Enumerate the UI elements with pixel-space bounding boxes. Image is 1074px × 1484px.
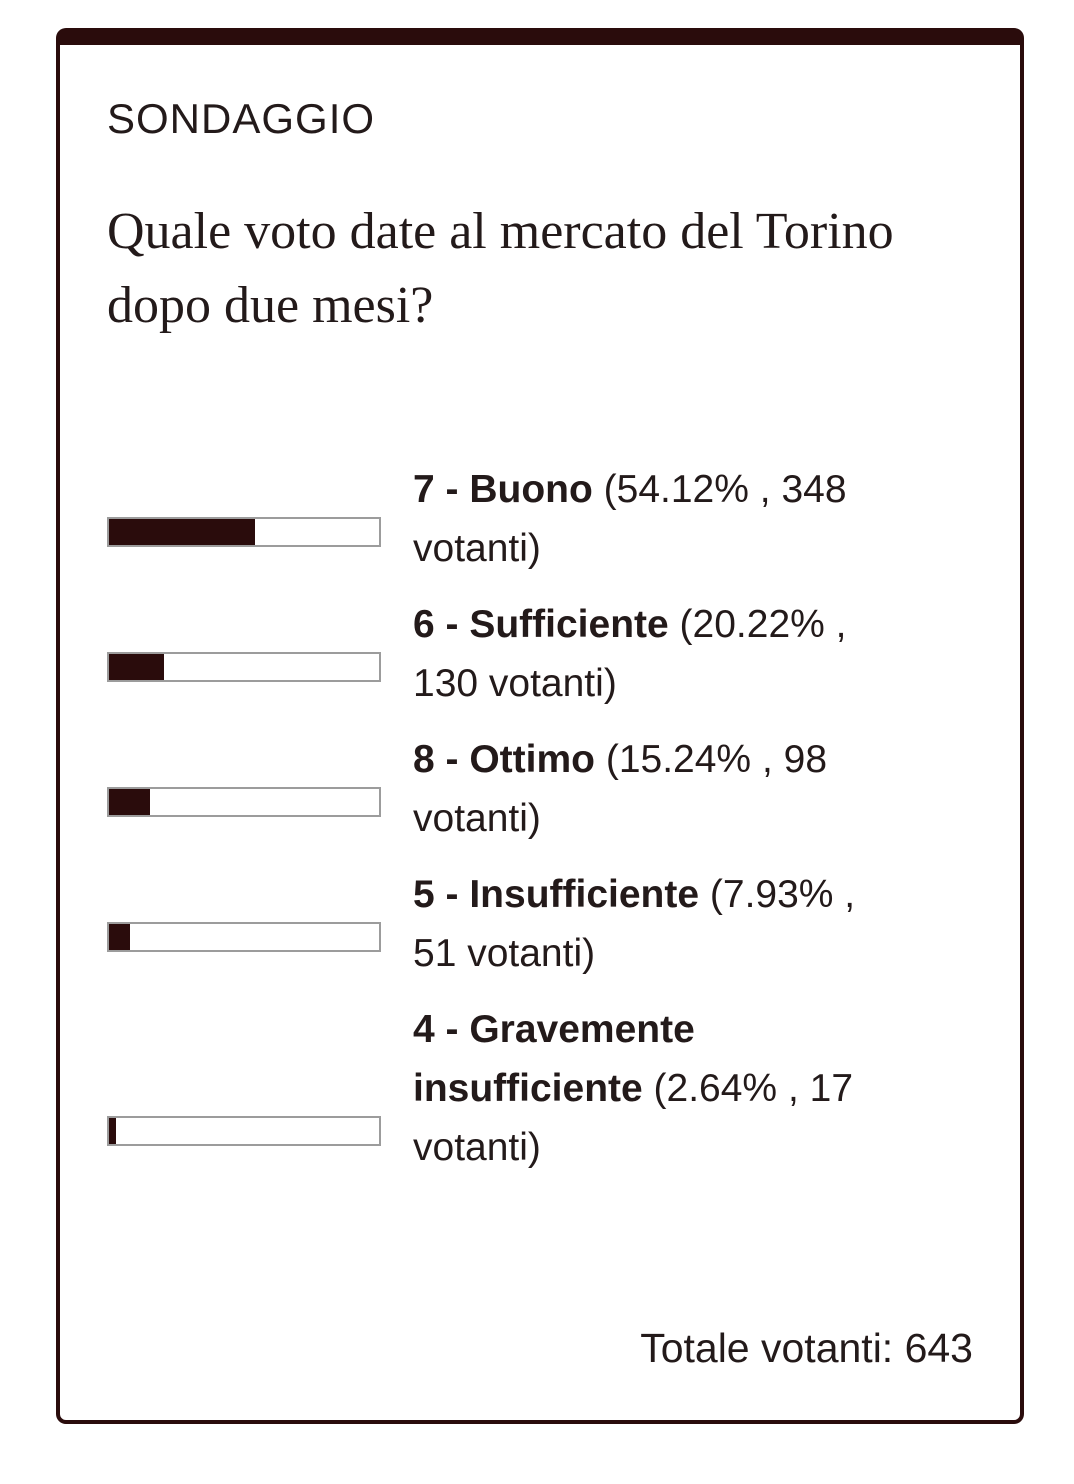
- option-votes: 17 votanti: [413, 1067, 854, 1169]
- result-bar-fill: [109, 789, 150, 815]
- poll-kicker: SONDAGGIO: [107, 95, 376, 142]
- option-name: 5 - Insufficiente: [413, 873, 700, 916]
- total-voters: Totale votanti: 643: [640, 1325, 973, 1371]
- option-label: 8 - Ottimo (15.24% , 98 votanti): [413, 738, 828, 840]
- option-label: 6 - Sufficiente (20.22% , 130 votanti): [413, 603, 847, 705]
- result-bar: [107, 922, 381, 952]
- poll-question: Quale voto date al mercato del Torino dopo due mesi?: [107, 203, 894, 334]
- poll-card: [56, 28, 1024, 1424]
- option-label: 4 - Gravemente insufficiente (2.64% , 17 votanti): [413, 1008, 854, 1169]
- result-bar-fill: [109, 519, 255, 545]
- option-votes: 98 votanti: [413, 738, 828, 840]
- option-votes: 130 votanti: [413, 662, 604, 705]
- option-votes: 348 votanti: [413, 468, 847, 570]
- option-name: 4 - Gravemente insufficiente: [413, 1008, 695, 1110]
- option-votes: 51 votanti: [413, 932, 583, 975]
- result-bar: [107, 787, 381, 817]
- result-bar-fill: [109, 654, 164, 680]
- option-label: 7 - Buono (54.12% , 348 votanti): [413, 468, 847, 570]
- result-bar: [107, 1116, 381, 1146]
- option-percent: 20.22%: [692, 603, 825, 646]
- result-bar-fill: [109, 924, 130, 950]
- result-bar: [107, 652, 381, 682]
- option-percent: 54.12%: [616, 468, 749, 511]
- option-percent: 15.24%: [618, 738, 752, 781]
- result-bar: [107, 517, 381, 547]
- option-name: 8 - Ottimo: [413, 738, 595, 781]
- option-percent: 2.64%: [666, 1067, 778, 1110]
- option-name: 7 - Buono: [413, 468, 593, 511]
- option-name: 6 - Sufficiente: [413, 603, 669, 646]
- option-percent: 7.93%: [722, 873, 834, 916]
- option-label: 5 - Insufficiente (7.93% , 51 votanti): [413, 873, 856, 975]
- result-bar-fill: [109, 1118, 116, 1144]
